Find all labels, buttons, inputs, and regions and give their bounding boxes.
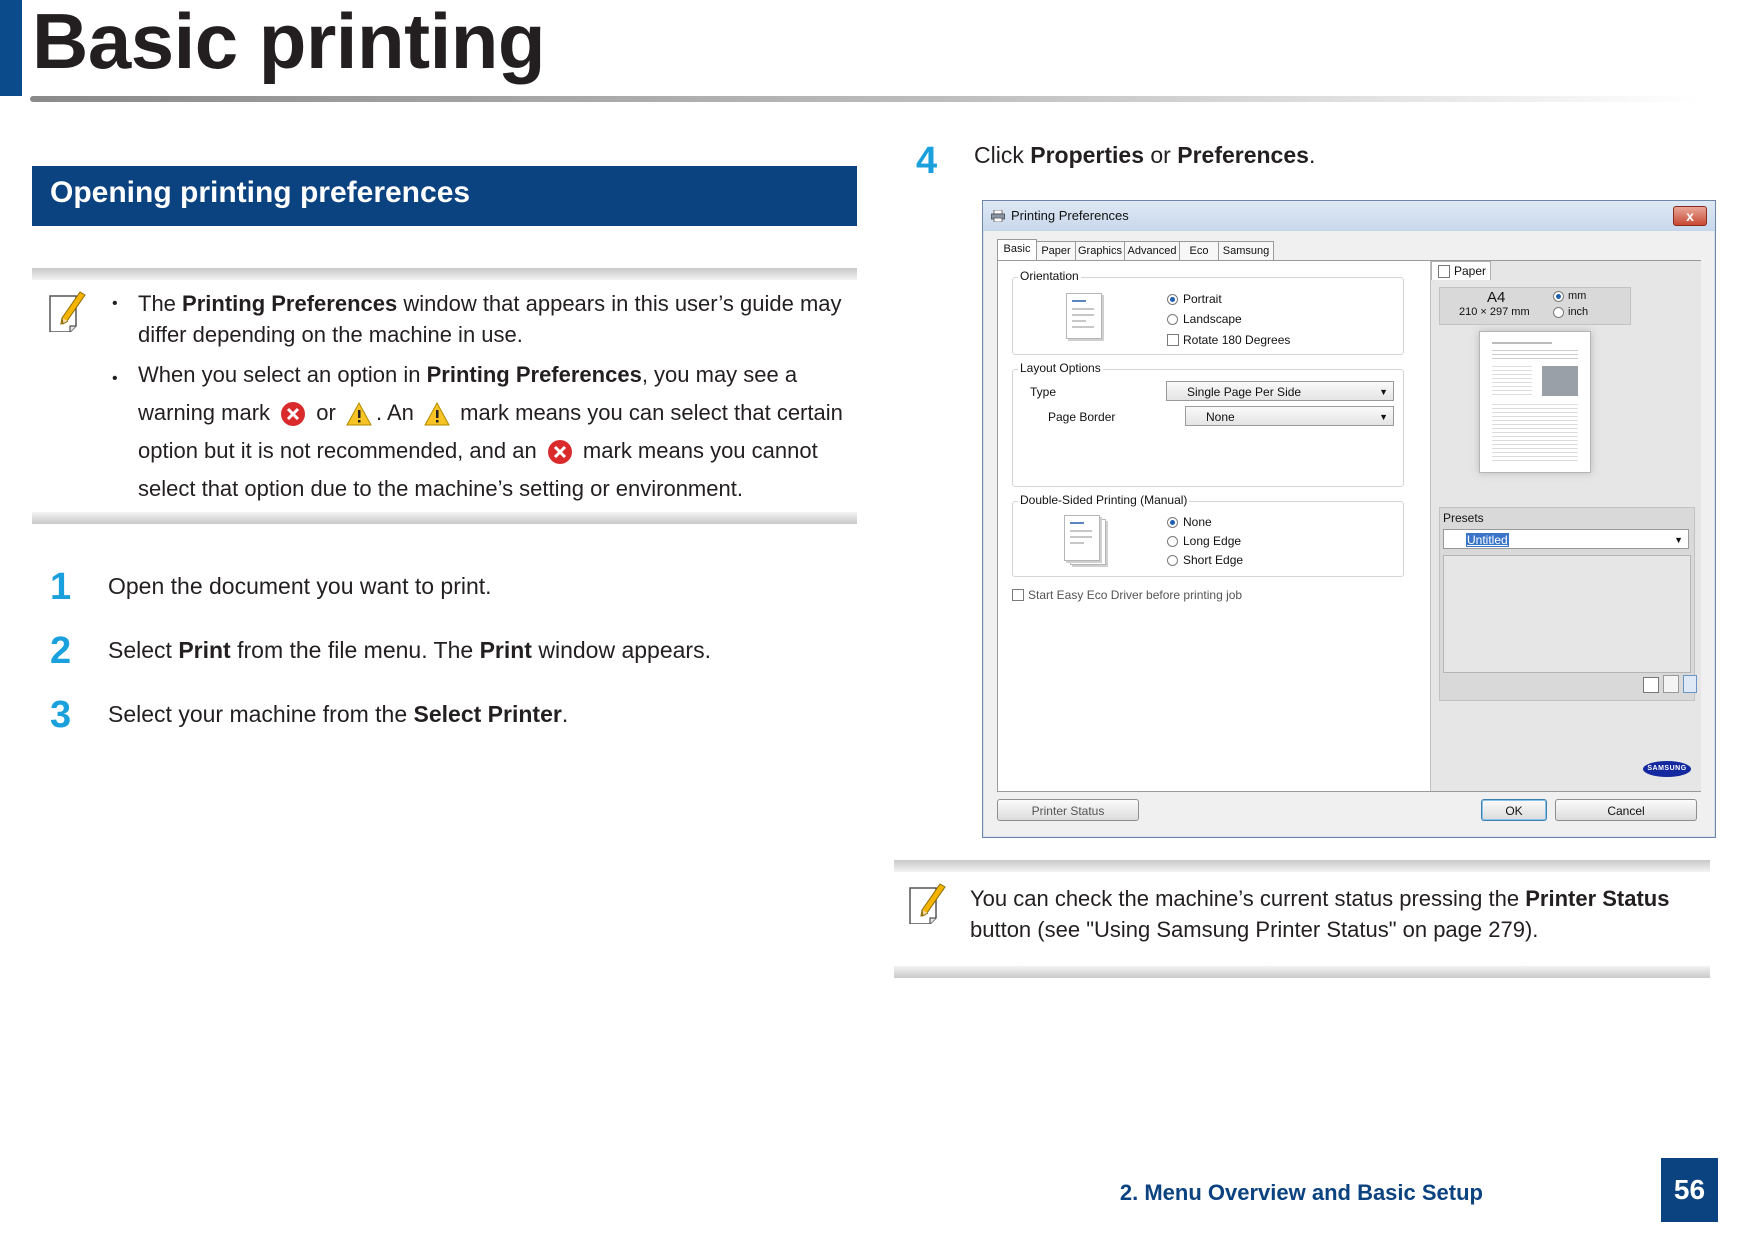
presets-select[interactable]: Untitled ▼ [1443, 529, 1689, 549]
note-top-border [894, 860, 1710, 872]
tab-samsung[interactable]: Samsung [1218, 241, 1274, 262]
step-number: 3 [50, 694, 72, 736]
eco-driver-label: Start Easy Eco Driver before printing job [1028, 588, 1243, 602]
dialog-title: Printing Preferences [1011, 208, 1129, 223]
cancel-button[interactable]: Cancel [1555, 799, 1697, 821]
title-accent-bar [0, 0, 22, 96]
note-bullet-1: • The Printing Preferences window that appears in this user’s guide may differ depending on the machine in use. [138, 288, 858, 350]
page-preview [1479, 331, 1591, 473]
tab-content-panel [997, 260, 1701, 792]
page-icon [1438, 265, 1450, 278]
chevron-down-icon: ▼ [1379, 412, 1388, 422]
paper-size: A4 [1487, 289, 1506, 306]
printing-preferences-dialog [982, 200, 1716, 838]
long-edge-radio[interactable] [1167, 536, 1178, 547]
note-printer-status: You can check the machine’s current status pressing the Printer Status button (see "Using Samsung Printer Status" on page 279). [970, 886, 1670, 942]
note-bottom-border [894, 966, 1710, 978]
error-x-icon [547, 439, 573, 465]
portrait-thumbnail [1066, 293, 1102, 339]
long-edge-label: Long Edge [1183, 534, 1242, 548]
unit-inch-label: inch [1568, 306, 1589, 318]
warning-triangle-icon [346, 401, 372, 427]
step-number: 2 [50, 630, 72, 672]
note-bottom-border [32, 512, 857, 524]
duplex-thumbnail [1064, 515, 1100, 561]
step-text: Select Print from the file menu. The Print window appears. [108, 637, 711, 663]
printer-status-button[interactable]: Printer Status [997, 799, 1139, 821]
page-border-label: Page Border [1048, 410, 1116, 424]
tab-advanced[interactable]: Advanced [1124, 241, 1180, 262]
unit-mm-radio[interactable] [1553, 291, 1564, 302]
unit-inch-radio[interactable] [1553, 307, 1564, 318]
error-x-icon [280, 401, 306, 427]
rotate-180-label: Rotate 180 Degrees [1183, 333, 1291, 347]
step-text: Open the document you want to print. [108, 573, 492, 599]
portrait-label: Portrait [1183, 292, 1222, 306]
save-preset-icon[interactable] [1663, 675, 1679, 693]
tab-basic[interactable]: Basic [997, 239, 1037, 263]
step-number: 4 [916, 140, 938, 182]
presets-label: Presets [1443, 511, 1484, 525]
title-divider [30, 96, 1700, 102]
note-pencil-icon [908, 880, 948, 924]
duplex-label: Double-Sided Printing (Manual) [1020, 493, 1188, 507]
paper-preview-tab[interactable]: Paper [1431, 261, 1491, 280]
bullet-dot-icon: • [112, 295, 118, 312]
duplex-none-label: None [1183, 515, 1212, 529]
step-text: Click Properties or Preferences. [974, 142, 1316, 168]
unit-mm-label: mm [1568, 290, 1587, 302]
preview-panel [1430, 261, 1701, 791]
portrait-radio[interactable] [1167, 294, 1178, 305]
printer-icon [991, 209, 1005, 221]
tab-graphics[interactable]: Graphics [1075, 241, 1125, 262]
tab-eco[interactable]: Eco [1179, 241, 1219, 262]
tab-paper[interactable]: Paper [1036, 241, 1076, 262]
warning-triangle-icon [424, 401, 450, 427]
step-number: 1 [50, 566, 72, 608]
layout-options-label: Layout Options [1020, 361, 1101, 375]
samsung-logo: SAMSUNG [1643, 761, 1691, 777]
short-edge-radio[interactable] [1167, 555, 1178, 566]
page-border-select[interactable]: None ▼ [1185, 406, 1394, 426]
chevron-down-icon: ▼ [1674, 535, 1683, 545]
landscape-radio[interactable] [1167, 314, 1178, 325]
presets-list[interactable] [1443, 555, 1691, 673]
footer-chapter: 2. Menu Overview and Basic Setup [1119, 1180, 1483, 1205]
duplex-none-radio[interactable] [1167, 517, 1178, 528]
short-edge-label: Short Edge [1183, 553, 1244, 567]
step-text: Select your machine from the Select Printer. [108, 701, 569, 727]
chevron-down-icon: ▼ [1379, 387, 1388, 397]
bullet-dot-icon: • [112, 370, 118, 387]
type-label: Type [1030, 385, 1057, 399]
note-top-border [32, 268, 857, 280]
page-number: 56 [1661, 1158, 1718, 1222]
close-button[interactable]: x [1673, 206, 1707, 226]
delete-preset-icon[interactable] [1683, 675, 1697, 693]
rotate-180-checkbox[interactable] [1167, 334, 1179, 346]
ok-button[interactable]: OK [1481, 799, 1547, 821]
section-title: Opening printing preferences [50, 176, 471, 209]
note-pencil-icon [48, 288, 88, 332]
note-bullet-2: • When you select an option in Printing Preferences, you may see a warning mark or . An mark means you can select that certain option but it is not recommended, and an mark means you cannot select that option due to the machine’s setting or environment. [112, 362, 843, 501]
landscape-label: Landscape [1183, 312, 1242, 326]
type-select[interactable]: Single Page Per Side ▼ [1166, 381, 1394, 401]
orientation-label: Orientation [1020, 269, 1079, 283]
paper-dimensions: 210 × 297 mm [1459, 306, 1530, 318]
eco-driver-checkbox[interactable] [1012, 589, 1024, 601]
new-preset-icon[interactable] [1643, 677, 1659, 693]
page-title: Basic printing [32, 0, 546, 85]
